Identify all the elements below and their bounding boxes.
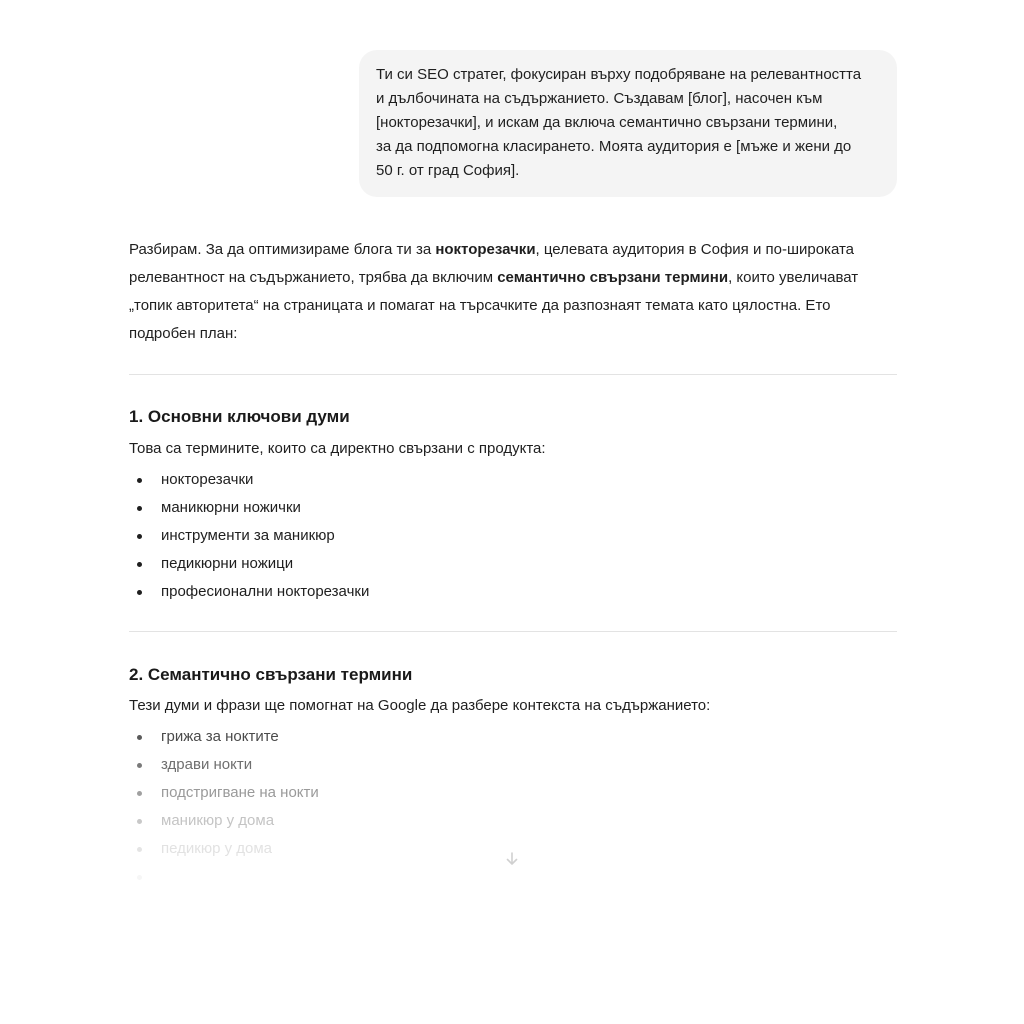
user-message-line: Ти си SEO стратег, фокусиран върху подобряване на релевантността bbox=[376, 66, 862, 83]
user-message-line: и дълбочината на съдържанието. Създавам [блог], насочен към bbox=[376, 90, 823, 107]
list-item-text: педикюр у дома bbox=[161, 840, 273, 857]
list-item bbox=[129, 466, 899, 494]
bullet-icon bbox=[137, 847, 142, 852]
user-message-line: [нокторезачки], и искам да включа семантично свързани термини, bbox=[376, 114, 838, 131]
section-divider bbox=[129, 374, 897, 375]
section-heading: 1. Основни ключови думи bbox=[129, 407, 350, 426]
list-item bbox=[129, 550, 899, 578]
intro-bold-keyword: нокторезачки bbox=[435, 241, 536, 258]
list-item-text: педикюрни ножици bbox=[161, 555, 294, 572]
list-item bbox=[129, 751, 899, 779]
bullet-icon bbox=[137, 534, 142, 539]
section-lead: Тези думи и фрази ще помогнат на Google да разбере контекста на съдържанието: bbox=[129, 697, 711, 714]
list-item bbox=[129, 807, 899, 835]
assistant-response bbox=[129, 236, 899, 891]
bullet-icon bbox=[137, 562, 142, 567]
intro-text: Разбирам. За да оптимизираме блога ти за bbox=[129, 241, 436, 258]
intro-text: , целевата аудитория в София и по-широката релевантност на съдържанието, трябва да включим bbox=[129, 241, 855, 286]
section-lead: Това са термините, които са директно свързани с продукта: bbox=[129, 440, 546, 457]
bullet-icon bbox=[137, 478, 142, 483]
list-item-text: нокторезачки bbox=[161, 471, 254, 488]
list-item bbox=[129, 522, 899, 550]
list-item-text: маникюрни ножички bbox=[161, 499, 301, 516]
list-item-text: инструменти за маникюр bbox=[161, 527, 335, 544]
list-item bbox=[129, 578, 899, 606]
bullet-icon bbox=[137, 791, 142, 796]
scroll-down-button[interactable] bbox=[496, 843, 528, 875]
intro-bold-keyword: семантично свързани термини bbox=[497, 269, 729, 286]
list-item-text: професионални нокторезачки bbox=[161, 583, 370, 600]
list-item-text: маникюр у дома bbox=[161, 812, 275, 829]
bullet-icon bbox=[137, 819, 142, 824]
list-item-text: подстригване на нокти bbox=[161, 784, 319, 801]
bullet-icon bbox=[137, 506, 142, 511]
list-item bbox=[129, 779, 899, 807]
response-intro bbox=[129, 236, 899, 348]
user-message-line: за да подпомогна класирането. Моята аудитория е [мъже и жени до bbox=[376, 138, 852, 155]
section-heading: 2. Семантично свързани термини bbox=[129, 665, 413, 684]
list-item bbox=[129, 723, 899, 751]
user-message-line: 50 г. от град София]. bbox=[376, 162, 520, 179]
keyword-list bbox=[129, 466, 899, 606]
list-item-text: грижа за ноктите bbox=[161, 728, 279, 745]
section-divider bbox=[129, 631, 897, 632]
user-message-bubble bbox=[359, 50, 897, 197]
bullet-icon bbox=[137, 590, 142, 595]
list-item bbox=[129, 494, 899, 522]
bullet-icon bbox=[137, 763, 142, 768]
bullet-icon bbox=[137, 735, 142, 740]
bullet-icon bbox=[137, 875, 142, 880]
arrow-down-icon bbox=[504, 851, 520, 867]
intro-text: , които увеличават „топик авторитета“ на страницата и помагат на търсачките да разпознаят темата като цялостна. Ето подробен план: bbox=[129, 269, 859, 342]
list-item-text: здрави нокти bbox=[161, 756, 253, 773]
